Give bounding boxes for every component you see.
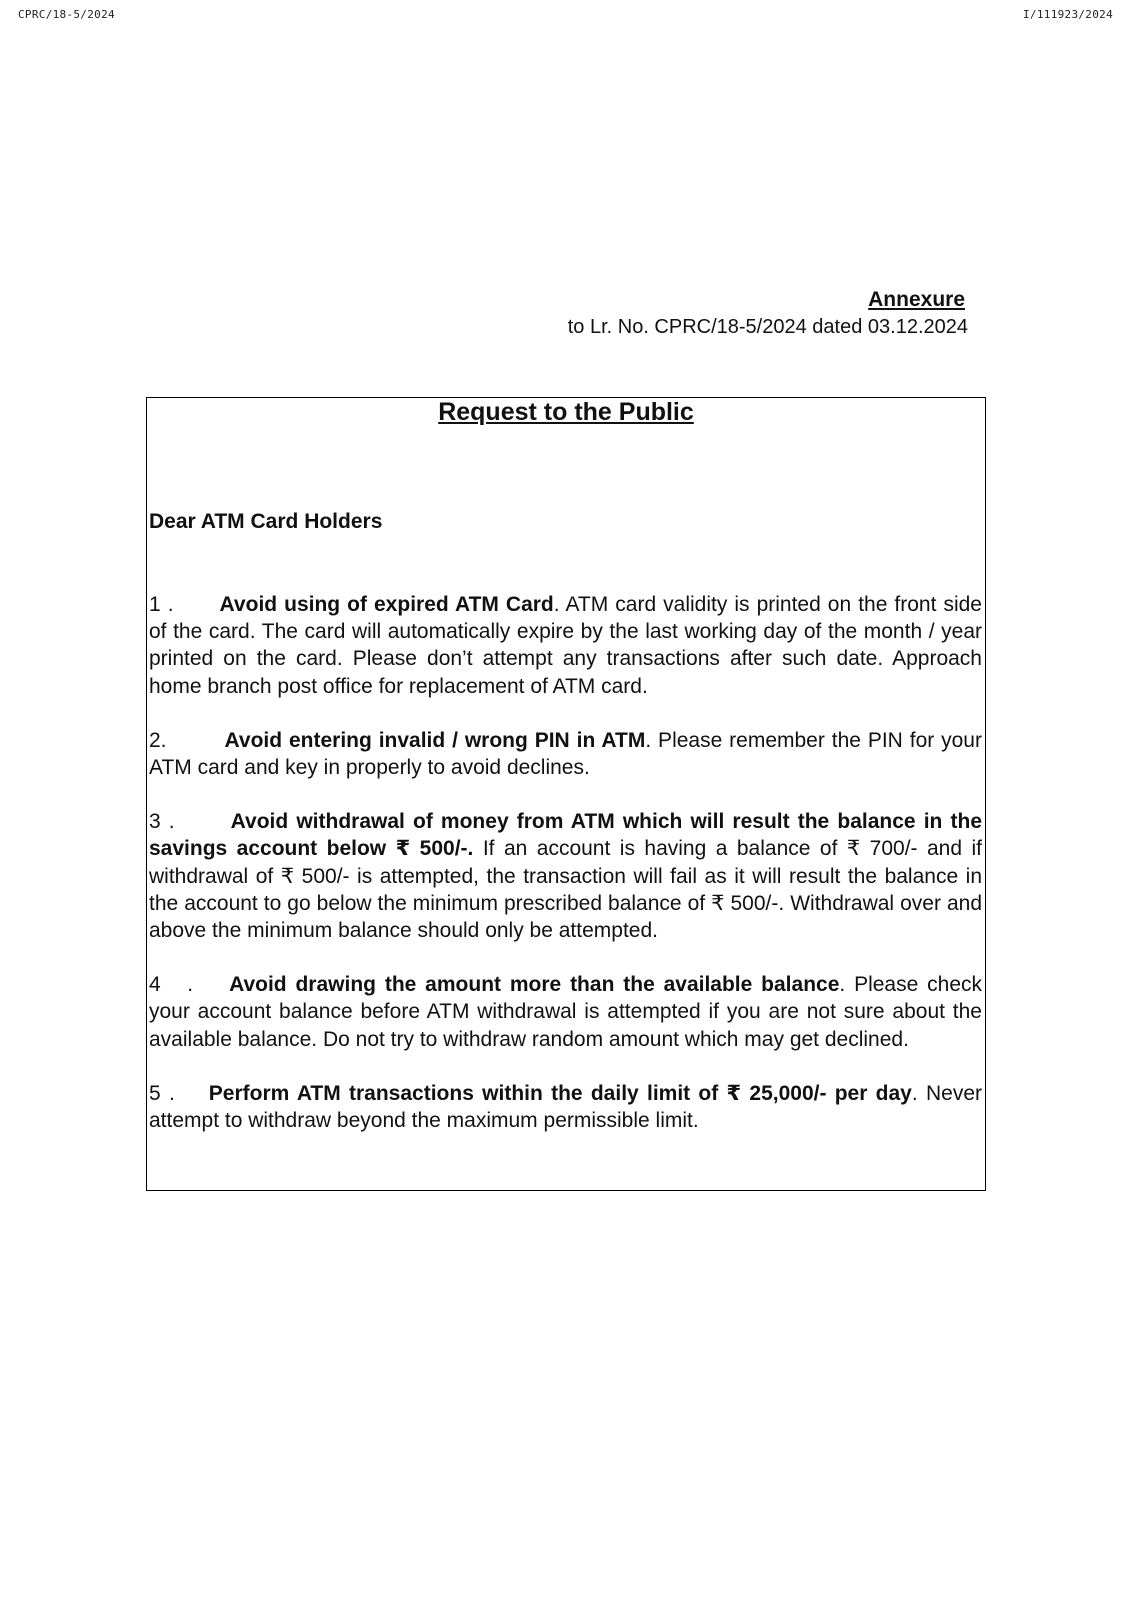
notice-box bbox=[146, 397, 986, 1191]
salutation: Dear ATM Card Holders bbox=[149, 510, 383, 533]
point-heading: Avoid entering invalid / wrong PIN in ATM bbox=[224, 728, 646, 752]
annexure-title: Annexure bbox=[868, 288, 965, 311]
notice-title: Request to the Public bbox=[438, 398, 694, 426]
document-code-right: I/111923/2024 bbox=[1023, 8, 1113, 21]
point-heading: Avoid drawing the amount more than the available balance bbox=[229, 973, 840, 997]
point-4 bbox=[149, 971, 982, 1053]
point-number: 2. bbox=[149, 728, 167, 752]
point-number: 3 . bbox=[149, 810, 175, 834]
point-number: 4 . bbox=[149, 973, 194, 997]
point-5 bbox=[149, 1080, 982, 1134]
point-heading: Avoid using of expired ATM Card bbox=[219, 593, 554, 616]
point-number: 5 . bbox=[149, 1081, 175, 1105]
point-heading: Perform ATM transactions within the daily limit of ₹ 25,000/- per day bbox=[208, 1081, 912, 1105]
point-2 bbox=[149, 727, 982, 781]
point-3 bbox=[149, 808, 982, 944]
point-body: . Please check your account balance before ATM withdrawal is attempted if you are not sure about the available balance. Do not try to withdraw random amount which may get declined. bbox=[149, 973, 982, 1051]
point-body: . Please remember the PIN for your ATM card and key in properly to avoid declines. bbox=[149, 728, 982, 780]
point-body: . ATM card validity is printed on the front side of the card. The card will automatically expire by the last working day of the month / year printed on the card. Please don’t attempt any transactions after such date. Approach home branch post office for replacement of ATM card. bbox=[149, 593, 982, 698]
letter-reference: to Lr. No. CPRC/18-5/2024 dated 03.12.2024 bbox=[567, 316, 968, 338]
points-list bbox=[149, 591, 982, 1161]
document-code-left: CPRC/18-5/2024 bbox=[18, 8, 115, 21]
point-body: . Never attempt to withdraw beyond the maximum permissible limit. bbox=[149, 1081, 982, 1133]
point-1 bbox=[149, 591, 982, 700]
point-body: If an account is having a balance of ₹ 700/- and if withdrawal of ₹ 500/- is attempted, the transaction will fail as it will result the balance in the account to go below the minimum prescribed balance of ₹ 500/-. Withdrawal over and above the minimum balance should only be attempted. bbox=[149, 837, 982, 943]
point-heading: Avoid withdrawal of money from ATM which will result the balance in the savings account below ₹ 500/-. bbox=[149, 810, 982, 861]
point-number: 1 . bbox=[149, 593, 174, 616]
